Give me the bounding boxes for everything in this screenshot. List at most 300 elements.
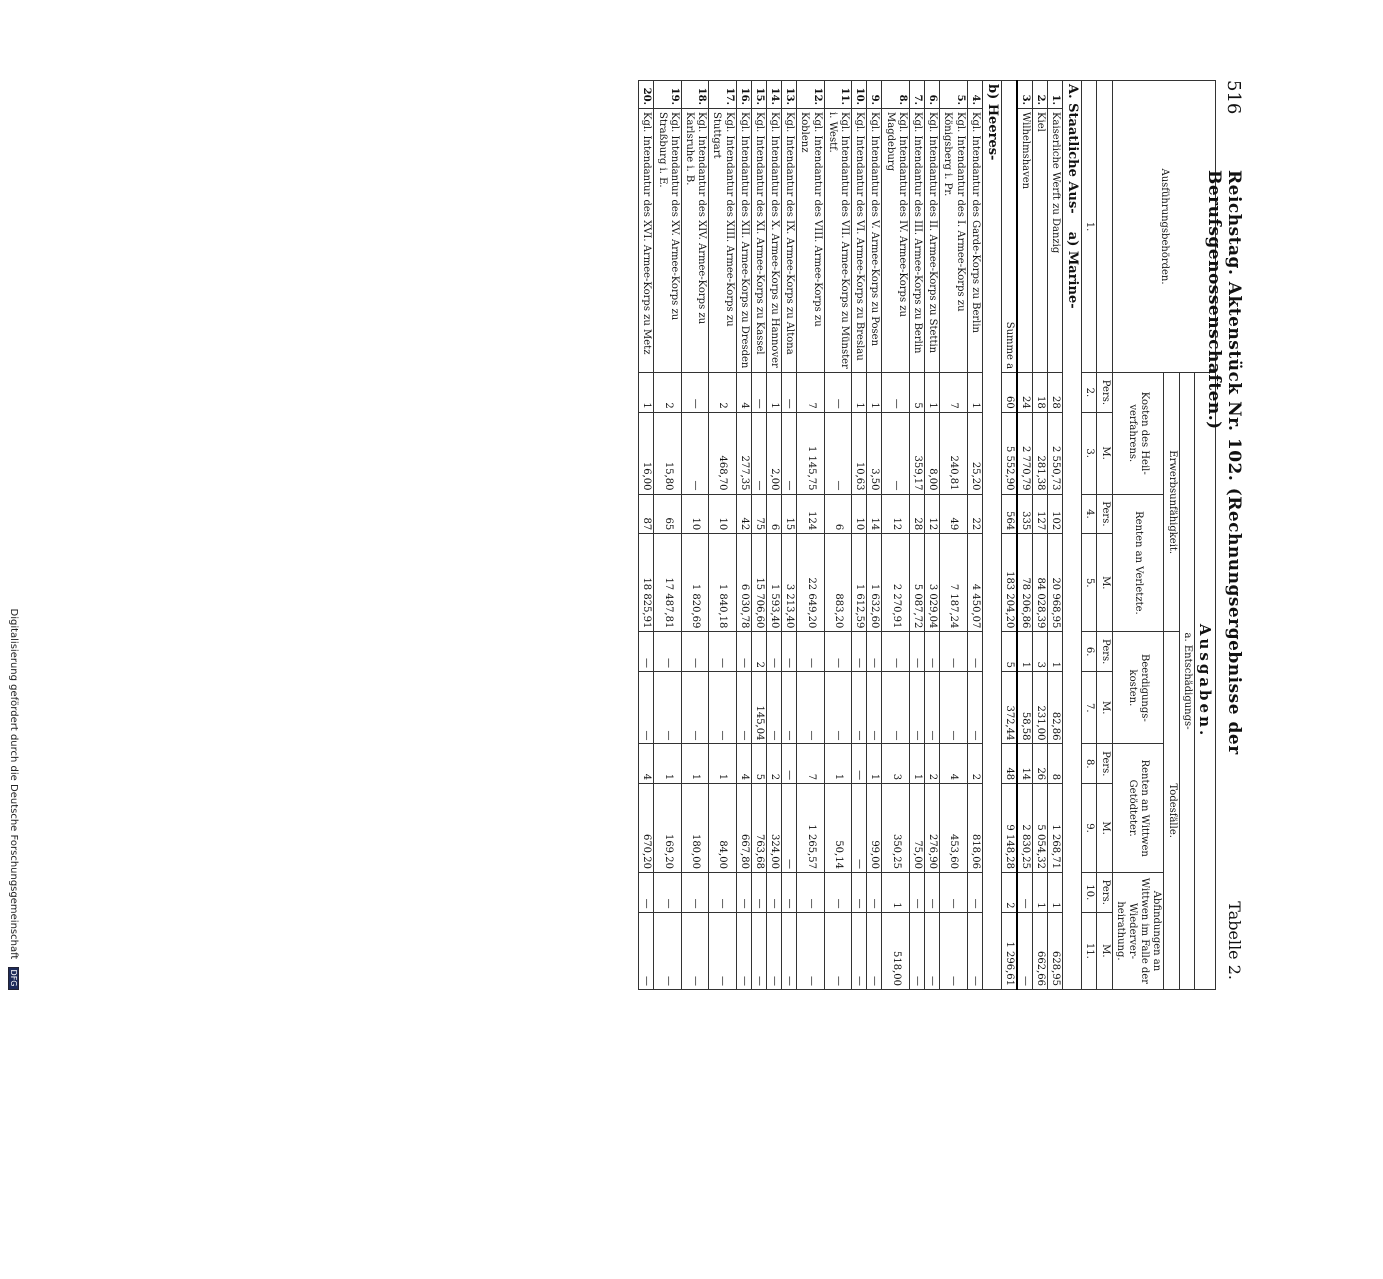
cell-p2: 4 (736, 373, 751, 413)
unit-m: M. (1097, 784, 1112, 873)
cell-m9: 818,06 (967, 784, 982, 873)
authority-name: Kgl. Intendantur des I. Armee-Korps zu Königsberg i. Pr. (940, 109, 967, 373)
cell-m7: — (940, 672, 967, 744)
cell-m7: — (766, 672, 781, 744)
col-number: 10. (1082, 872, 1097, 912)
cell-m11: — (782, 912, 797, 989)
cell-m5: 84 028,39 (1032, 534, 1047, 632)
expenditure-table (638, 80, 1216, 990)
cell-m3: — (751, 412, 766, 494)
cell-m7: — (867, 672, 882, 744)
col-number: 6. (1082, 632, 1097, 672)
cell-p4: 75 (751, 494, 766, 534)
cell-p6: — (736, 632, 751, 672)
cell-m7: — (967, 672, 982, 744)
cell-m11: — (751, 912, 766, 989)
cell-m9: 763,68 (751, 784, 766, 873)
cell-m11: — (924, 912, 939, 989)
cell-m11: — (909, 912, 924, 989)
cell-m5: 1 632,60 (867, 534, 882, 632)
authority-name: Kgl. Intendantur des XVI. Armee-Korps zu Metz (639, 109, 654, 373)
cell-m11: — (1017, 912, 1033, 989)
cell-m5: 1 593,40 (766, 534, 781, 632)
cell-p4: 42 (736, 494, 751, 534)
cell-m11: — (940, 912, 967, 989)
cell-m7: — (654, 672, 681, 744)
unit-pers: Pers. (1097, 494, 1112, 534)
cell-m3: 2 550,73 (1048, 412, 1063, 494)
cell-p2: 2 (654, 373, 681, 413)
cell-m9: 1 268,71 (1048, 784, 1063, 873)
cell-m7: 82,86 (1048, 672, 1063, 744)
page-number: 516 (1223, 80, 1244, 115)
row-number: 1. (1048, 81, 1063, 109)
row-number: 17. (709, 81, 736, 109)
cell-p6: — (782, 632, 797, 672)
sum-cell-p10: 2 (1001, 872, 1017, 912)
cell-m3: 16,00 (639, 412, 654, 494)
col-number: 3. (1082, 412, 1097, 494)
dfg-logo: DFG (8, 967, 19, 990)
cell-p2: — (824, 373, 851, 413)
row-number: 20. (639, 81, 654, 109)
cell-p8: 4 (639, 744, 654, 784)
row-number: 8. (882, 81, 909, 109)
cell-m3: 240,81 (940, 412, 967, 494)
col-number: 4. (1082, 494, 1097, 534)
cell-p8: 2 (766, 744, 781, 784)
row-number: 19. (654, 81, 681, 109)
cell-p4: 15 (782, 494, 797, 534)
cell-m5: 1 820,69 (681, 534, 708, 632)
cell-m3: 468,70 (709, 412, 736, 494)
cell-m5: 17 487,81 (654, 534, 681, 632)
cell-m11: — (709, 912, 736, 989)
cell-m7: — (681, 672, 708, 744)
section-heading (1063, 81, 1082, 990)
section-main-heading: A. Staatliche Aus- (1065, 84, 1081, 214)
cell-p8: 1 (909, 744, 924, 784)
table-label: Tabelle 2. (1225, 901, 1244, 980)
cell-m11: — (654, 912, 681, 989)
cell-p8: 5 (751, 744, 766, 784)
cell-p10: 1 (1032, 872, 1047, 912)
cell-p2: 1 (766, 373, 781, 413)
cell-m3: — (824, 412, 851, 494)
cell-m9: 169,20 (654, 784, 681, 873)
cell-p6: — (967, 632, 982, 672)
row-number: 6. (924, 81, 939, 109)
cell-p2: 18 (1032, 373, 1047, 413)
col-number: 7. (1082, 672, 1097, 744)
authority-name: Kgl. Intendantur des VI. Armee-Korps zu Breslau (852, 109, 867, 373)
cell-p6: 1 (1048, 632, 1063, 672)
cell-m7: — (639, 672, 654, 744)
sum-cell-p8: 48 (1001, 744, 1017, 784)
cell-p2: 7 (940, 373, 967, 413)
table-row (751, 81, 766, 990)
authority-name: Kgl. Intendantur des XI. Armee-Korps zu Kassel (751, 109, 766, 373)
sum-label: Summe a (1001, 81, 1017, 373)
col-authority: Ausführungsbehörden. (1112, 81, 1215, 373)
col-beerdigung: Beerdigungs- kosten. (1112, 632, 1164, 744)
cell-m9: 75,00 (909, 784, 924, 873)
cell-p6: — (639, 632, 654, 672)
row-number: 9. (867, 81, 882, 109)
cell-m7: 58,58 (1017, 672, 1033, 744)
authority-name: Kiel (1032, 109, 1047, 373)
cell-p4: 124 (797, 494, 824, 534)
cell-p8: 3 (882, 744, 909, 784)
cell-m5: 2 270,91 (882, 534, 909, 632)
unit-pers: Pers. (1097, 373, 1112, 413)
cell-m9: 2 830,25 (1017, 784, 1033, 873)
cell-p10: 1 (1048, 872, 1063, 912)
col-number: 8. (1082, 744, 1097, 784)
unit-pers: Pers. (1097, 872, 1112, 912)
cell-m5: 7 187,24 (940, 534, 967, 632)
sum-cell-m5: 183 204,20 (1001, 534, 1017, 632)
cell-m3: 1 145,75 (797, 412, 824, 494)
section-b-heading (982, 81, 1001, 990)
heading-main: Ausgaben. (1194, 373, 1215, 990)
cell-m9: 99,00 (867, 784, 882, 873)
cell-p10: — (751, 872, 766, 912)
cell-m11: 628,95 (1048, 912, 1063, 989)
authority-name: Kgl. Intendantur des XIII. Armee-Korps zu Stuttgart (709, 109, 736, 373)
cell-m5: 6 030,78 (736, 534, 751, 632)
cell-m5: 18 825,91 (639, 534, 654, 632)
row-number: 14. (766, 81, 781, 109)
cell-m9: — (782, 784, 797, 873)
cell-p6: — (824, 632, 851, 672)
cell-p4: 28 (909, 494, 924, 534)
cell-p2: 1 (924, 373, 939, 413)
cell-p8: 1 (681, 744, 708, 784)
cell-p6: — (924, 632, 939, 672)
table-row (882, 81, 909, 990)
cell-p8: 1 (824, 744, 851, 784)
authority-name: Kgl. Intendantur des XIV. Armee-Korps zu Karlsruhe i. B. (681, 109, 708, 373)
cell-m11: — (867, 912, 882, 989)
cell-m7: — (797, 672, 824, 744)
group-tod: Todesfälle. (1164, 632, 1179, 990)
cell-p4: 22 (967, 494, 982, 534)
cell-p2: — (882, 373, 909, 413)
table-row (766, 81, 781, 990)
cell-p8: 2 (924, 744, 939, 784)
cell-p10: — (867, 872, 882, 912)
col-renten-verletzte: Renten an Verletzte. (1112, 494, 1164, 632)
cell-p2: 1 (852, 373, 867, 413)
cell-p6: — (709, 632, 736, 672)
cell-m7: 145,04 (751, 672, 766, 744)
authority-name: Kgl. Intendantur des XII. Armee-Korps zu Dresden (736, 109, 751, 373)
unit-pers: Pers. (1097, 744, 1112, 784)
cell-p10: — (639, 872, 654, 912)
heading-sub: a. Entschädigungs- (1179, 373, 1194, 990)
cell-p10: — (909, 872, 924, 912)
cell-p6: 2 (751, 632, 766, 672)
cell-m3: 277,35 (736, 412, 751, 494)
cell-p8: — (782, 744, 797, 784)
cell-m5: 1 840,18 (709, 534, 736, 632)
authority-name: Kgl. Intendantur des III. Armee-Korps zu Berlin (909, 109, 924, 373)
cell-m3: 281,38 (1032, 412, 1047, 494)
cell-p6: 1 (1017, 632, 1033, 672)
cell-m9: 350,25 (882, 784, 909, 873)
cell-p4: 87 (639, 494, 654, 534)
table-row (867, 81, 882, 990)
cell-p6: — (867, 632, 882, 672)
cell-p2: — (782, 373, 797, 413)
digitization-note (1, 319, 19, 1279)
table-row (654, 81, 681, 990)
cell-m5: 3 213,40 (782, 534, 797, 632)
unit-m: M. (1097, 912, 1112, 989)
cell-m3: 3,50 (867, 412, 882, 494)
col-renten-witwen: Renten an Wittwen Getödteter. (1112, 744, 1164, 872)
cell-p4: 12 (924, 494, 939, 534)
cell-m11: 518,00 (882, 912, 909, 989)
cell-p10: — (681, 872, 708, 912)
cell-p6: — (882, 632, 909, 672)
cell-m3: — (681, 412, 708, 494)
cell-p8: 1 (654, 744, 681, 784)
cell-p6: — (852, 632, 867, 672)
cell-p2: — (751, 373, 766, 413)
cell-m5: 5 087,72 (909, 534, 924, 632)
table-row (940, 81, 967, 990)
cell-p6: — (766, 632, 781, 672)
cell-p4: 127 (1032, 494, 1047, 534)
row-number: 5. (940, 81, 967, 109)
unit-m: M. (1097, 534, 1112, 632)
cell-m3: — (882, 412, 909, 494)
cell-p2: 28 (1048, 373, 1063, 413)
table-row (782, 81, 797, 990)
digitization-note-text: Digitalisierung gefördert durch die Deutsche Forschungsgemeinschaft (8, 608, 19, 960)
rotated-page (90, 80, 1250, 990)
cell-p10: — (736, 872, 751, 912)
header-row-units (1097, 81, 1112, 990)
cell-p6: — (654, 632, 681, 672)
cell-p10: — (766, 872, 781, 912)
table-row (639, 81, 654, 990)
authority-name: Kgl. Intendantur des IX. Armee-Korps zu Altona (782, 109, 797, 373)
cell-p4: 6 (766, 494, 781, 534)
authority-name: Kgl. Intendantur des Garde-Korps zu Berlin (967, 109, 982, 373)
cell-m9: 276,90 (924, 784, 939, 873)
authority-name: Kaiserliche Werft zu Danzig (1048, 109, 1063, 373)
cell-p6: — (797, 632, 824, 672)
cell-m5: 883,20 (824, 534, 851, 632)
table-row (1032, 81, 1047, 990)
row-number: 15. (751, 81, 766, 109)
table-row (924, 81, 939, 990)
cell-m9: 1 265,57 (797, 784, 824, 873)
cell-p2: 7 (797, 373, 824, 413)
cell-p6: — (681, 632, 708, 672)
col-number: 11. (1082, 912, 1097, 989)
authority-name: Kgl. Intendantur des X. Armee-Korps zu Hannover (766, 109, 781, 373)
sum-row (1001, 81, 1017, 990)
cell-p4: 65 (654, 494, 681, 534)
section-a-label: a) Marine- (1065, 231, 1081, 309)
cell-m7: — (924, 672, 939, 744)
cell-m3: 15,80 (654, 412, 681, 494)
table-row (736, 81, 751, 990)
cell-m7: — (882, 672, 909, 744)
table-row (1048, 81, 1063, 990)
cell-p6: — (940, 632, 967, 672)
cell-m7: — (782, 672, 797, 744)
cell-p10: — (654, 872, 681, 912)
cell-p8: 1 (867, 744, 882, 784)
row-number: 18. (681, 81, 708, 109)
group-erwerb: Erwerbsunfähigkeit. (1164, 373, 1179, 632)
cell-m5: 20 968,95 (1048, 534, 1063, 632)
cell-p8: 2 (967, 744, 982, 784)
cell-p8: 26 (1032, 744, 1047, 784)
cell-p4: 335 (1017, 494, 1033, 534)
cell-m7: — (736, 672, 751, 744)
cell-p4: 102 (1048, 494, 1063, 534)
cell-p10: — (924, 872, 939, 912)
cell-p4: 10 (681, 494, 708, 534)
sum-cell-p4: 564 (1001, 494, 1017, 534)
cell-m9: 667,80 (736, 784, 751, 873)
table-row (797, 81, 824, 990)
col-number: 1. (1082, 81, 1097, 373)
cell-m7: — (709, 672, 736, 744)
unit-blank (1097, 81, 1112, 373)
cell-m3: — (782, 412, 797, 494)
cell-p2: — (681, 373, 708, 413)
authority-name: Kgl. Intendantur des IV. Armee-Korps zu Magdeburg (882, 109, 909, 373)
cell-m11: — (852, 912, 867, 989)
col-number: 5. (1082, 534, 1097, 632)
table-row (1017, 81, 1033, 990)
table-row (709, 81, 736, 990)
cell-p4: 10 (709, 494, 736, 534)
cell-p10: — (797, 872, 824, 912)
section-b-label: b) Heeres- (982, 81, 1001, 990)
unit-m: M. (1097, 672, 1112, 744)
cell-p4: 6 (824, 494, 851, 534)
cell-m3: 8,00 (924, 412, 939, 494)
table-body (639, 81, 1082, 990)
cell-m9: 670,20 (639, 784, 654, 873)
cell-m9: 180,00 (681, 784, 708, 873)
authority-name: Kgl. Intendantur des II. Armee-Korps zu Stettin (924, 109, 939, 373)
sum-cell-p2: 60 (1001, 373, 1017, 413)
cell-p2: 1 (967, 373, 982, 413)
cell-m9: 84,00 (709, 784, 736, 873)
authority-name: Wilhelmshaven (1017, 109, 1033, 373)
page-title: Reichstag. Aktenstück Nr. 102. (Rechnungsergebnisse der Berufsgenossenschaften.) (1204, 170, 1244, 755)
cell-m3: 2,00 (766, 412, 781, 494)
cell-p10: — (1017, 872, 1033, 912)
cell-m11: — (736, 912, 751, 989)
cell-p4: 14 (867, 494, 882, 534)
row-number: 16. (736, 81, 751, 109)
cell-p4: 10 (852, 494, 867, 534)
row-number: 4. (967, 81, 982, 109)
cell-m5: 3 029,04 (924, 534, 939, 632)
cell-m5: 15 706,60 (751, 534, 766, 632)
sum-cell-m7: 372,44 (1001, 672, 1017, 744)
sum-cell-m11: 1 296,61 (1001, 912, 1017, 989)
cell-p8: — (852, 744, 867, 784)
cell-m9: 50,14 (824, 784, 851, 873)
cell-p4: 49 (940, 494, 967, 534)
col-heil: Kosten des Heil- verfahrens. (1112, 373, 1164, 494)
table-row (967, 81, 982, 990)
cell-m5: 22 649,20 (797, 534, 824, 632)
cell-m3: 2 770,79 (1017, 412, 1033, 494)
cell-m7: — (909, 672, 924, 744)
row-number: 13. (782, 81, 797, 109)
cell-p6: — (909, 632, 924, 672)
cell-m7: — (852, 672, 867, 744)
unit-m: M. (1097, 412, 1112, 494)
cell-p2: 24 (1017, 373, 1033, 413)
cell-m3: 10,63 (852, 412, 867, 494)
cell-p10: — (940, 872, 967, 912)
cell-p4: 12 (882, 494, 909, 534)
table-row (909, 81, 924, 990)
cell-p8: 4 (940, 744, 967, 784)
row-number: 10. (852, 81, 867, 109)
cell-m11: — (967, 912, 982, 989)
cell-p2: 5 (909, 373, 924, 413)
cell-m7: 231,00 (1032, 672, 1047, 744)
cell-p2: 1 (867, 373, 882, 413)
cell-m11: — (797, 912, 824, 989)
cell-p10: 1 (882, 872, 909, 912)
row-number: 3. (1017, 81, 1033, 109)
table-row (824, 81, 851, 990)
cell-p2: 1 (639, 373, 654, 413)
cell-m3: 359,17 (909, 412, 924, 494)
cell-p6: 3 (1032, 632, 1047, 672)
header-row-numbers (1082, 81, 1097, 990)
cell-m9: 5 054,32 (1032, 784, 1047, 873)
cell-m11: — (681, 912, 708, 989)
cell-p10: — (852, 872, 867, 912)
authority-name: Kgl. Intendantur des XV. Armee-Korps zu Straßburg i. E. (654, 109, 681, 373)
cell-p8: 1 (709, 744, 736, 784)
cell-p2: 2 (709, 373, 736, 413)
section-a-heading (1063, 81, 1082, 990)
sum-cell-p6: 5 (1001, 632, 1017, 672)
authority-name: Kgl. Intendantur des VIII. Armee-Korps zu Koblenz (797, 109, 824, 373)
cell-m9: 324,00 (766, 784, 781, 873)
sum-cell-m9: 9 148,28 (1001, 784, 1017, 873)
cell-m9: 453,60 (940, 784, 967, 873)
cell-m7: — (824, 672, 851, 744)
cell-m5: 78 206,86 (1017, 534, 1033, 632)
col-number: 9. (1082, 784, 1097, 873)
cell-m5: 4 450,07 (967, 534, 982, 632)
row-number: 7. (909, 81, 924, 109)
sum-cell-m3: 5 552,90 (1001, 412, 1017, 494)
cell-m11: — (824, 912, 851, 989)
col-abfindung: Abfindungen an Wittwen im Falle der Wiederver- heirathung. (1112, 872, 1164, 989)
row-number: 11. (824, 81, 851, 109)
cell-p8: 7 (797, 744, 824, 784)
